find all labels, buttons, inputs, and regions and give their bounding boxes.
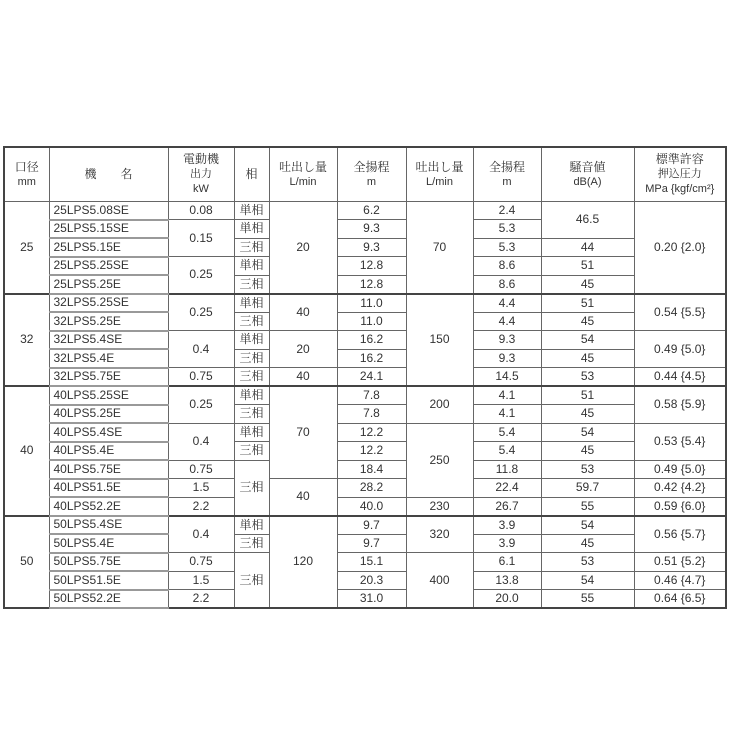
header-line: 騒音値 (569, 159, 606, 174)
cell-total-head-1: 28.2 (337, 479, 406, 498)
table-row (4, 238, 726, 257)
table-row (4, 294, 726, 313)
cell-model-name: 25LPS5.25E (49, 275, 168, 294)
cell-phase: 単相 (234, 386, 269, 405)
cell-total-head-2: 5.3 (473, 220, 541, 239)
cell-max-suction-pressure: 0.59 {6.0} (634, 497, 726, 516)
cell-phase: 三相 (234, 460, 269, 516)
cell-noise-level: 45 (541, 534, 634, 553)
cell-total-head-2: 20.0 (473, 590, 541, 609)
cell-total-head-1: 16.2 (337, 349, 406, 368)
cell-noise-level: 59.7 (541, 479, 634, 498)
cell-motor-output: 0.75 (168, 460, 234, 479)
cell-discharge-rate-1: 120 (269, 516, 337, 609)
header-phase (234, 147, 269, 202)
cell-caliber: 40 (4, 386, 49, 516)
header-line: 全揚程 (488, 159, 525, 174)
header-line: 口径 (14, 159, 39, 174)
cell-motor-output: 0.4 (168, 331, 234, 368)
header-max-suction-pressure (634, 147, 726, 202)
cell-total-head-1: 9.7 (337, 516, 406, 535)
cell-max-suction-pressure: 0.49 {5.0} (634, 331, 726, 368)
cell-motor-output: 0.25 (168, 386, 234, 423)
cell-total-head-1: 18.4 (337, 460, 406, 479)
cell-total-head-1: 9.7 (337, 534, 406, 553)
cell-motor-output: 0.75 (168, 368, 234, 387)
table-row (4, 590, 726, 609)
cell-phase: 単相 (234, 516, 269, 535)
header-line: 電動機 (182, 152, 219, 166)
cell-motor-output: 0.4 (168, 423, 234, 460)
cell-model-name: 50LPS51.5E (49, 571, 168, 590)
cell-caliber: 32 (4, 294, 49, 387)
cell-noise-level: 51 (541, 294, 634, 313)
cell-total-head-2: 2.4 (473, 202, 541, 220)
cell-total-head-1: 20.3 (337, 571, 406, 590)
cell-total-head-1: 9.3 (337, 238, 406, 257)
header-total-head-1 (337, 147, 406, 202)
cell-model-name: 32LPS5.4SE (49, 331, 168, 350)
cell-noise-level: 45 (541, 275, 634, 294)
cell-total-head-1: 7.8 (337, 386, 406, 405)
cell-model-name: 32LPS5.25SE (49, 294, 168, 313)
cell-total-head-1: 12.8 (337, 275, 406, 294)
cell-total-head-2: 8.6 (473, 257, 541, 276)
cell-total-head-2: 4.4 (473, 312, 541, 331)
cell-total-head-1: 12.2 (337, 423, 406, 442)
cell-noise-level: 51 (541, 257, 634, 276)
cell-total-head-1: 11.0 (337, 312, 406, 331)
cell-total-head-2: 5.3 (473, 238, 541, 257)
cell-max-suction-pressure: 0.64 {6.5} (634, 590, 726, 609)
cell-motor-output: 2.2 (168, 590, 234, 609)
cell-motor-output: 1.5 (168, 571, 234, 590)
cell-max-suction-pressure: 0.51 {5.2} (634, 553, 726, 572)
cell-motor-output: 0.25 (168, 257, 234, 294)
cell-phase: 単相 (234, 294, 269, 313)
cell-max-suction-pressure: 0.56 {5.7} (634, 516, 726, 553)
cell-motor-output: 2.2 (168, 497, 234, 516)
cell-discharge-rate-1: 20 (269, 202, 337, 294)
cell-total-head-2: 9.3 (473, 331, 541, 350)
cell-motor-output: 0.4 (168, 516, 234, 553)
cell-total-head-2: 4.1 (473, 386, 541, 405)
cell-discharge-rate-2: 230 (406, 497, 473, 516)
header-line: m (366, 175, 377, 188)
cell-model-name: 25LPS5.25SE (49, 257, 168, 276)
header-line: L/min (426, 175, 453, 188)
cell-noise-level: 44 (541, 238, 634, 257)
cell-total-head-1: 12.2 (337, 442, 406, 461)
cell-model-name: 32LPS5.25E (49, 312, 168, 331)
cell-phase: 単相 (234, 202, 269, 220)
cell-max-suction-pressure: 0.46 {4.7} (634, 571, 726, 590)
cell-noise-level: 54 (541, 331, 634, 350)
header-total-head-2 (473, 147, 541, 202)
cell-noise-level: 45 (541, 349, 634, 368)
pump-spec-table (3, 146, 727, 609)
cell-model-name: 25LPS5.15E (49, 238, 168, 257)
cell-total-head-2: 4.4 (473, 294, 541, 313)
cell-total-head-1: 7.8 (337, 405, 406, 424)
table-row (4, 331, 726, 350)
table-row (4, 423, 726, 442)
cell-total-head-2: 8.6 (473, 275, 541, 294)
cell-model-name: 40LPS5.25E (49, 405, 168, 424)
header-line: MPa {kgf/cm²} (645, 183, 715, 195)
header-model-name (49, 147, 168, 202)
cell-total-head-1: 11.0 (337, 294, 406, 313)
header-line: L/min (289, 175, 317, 188)
header-line: 相 (245, 167, 258, 181)
cell-total-head-2: 22.4 (473, 479, 541, 498)
cell-noise-level: 55 (541, 590, 634, 609)
cell-noise-level: 45 (541, 405, 634, 424)
table-row (4, 368, 726, 387)
cell-discharge-rate-1: 20 (269, 331, 337, 368)
cell-total-head-1: 15.1 (337, 553, 406, 572)
cell-total-head-1: 9.3 (337, 220, 406, 239)
cell-discharge-rate-2: 400 (406, 553, 473, 609)
cell-caliber: 50 (4, 516, 49, 609)
header-line: kW (193, 183, 209, 195)
table-body (4, 202, 726, 609)
header-line: 押込圧力 (657, 168, 702, 180)
cell-discharge-rate-2: 320 (406, 516, 473, 553)
cell-phase: 三相 (234, 442, 269, 461)
cell-discharge-rate-2: 70 (406, 202, 473, 294)
cell-phase: 単相 (234, 423, 269, 442)
cell-model-name: 50LPS52.2E (49, 590, 168, 609)
table-row (4, 405, 726, 424)
cell-discharge-rate-2: 200 (406, 386, 473, 423)
cell-discharge-rate-1: 40 (269, 479, 337, 516)
cell-motor-output: 0.15 (168, 220, 234, 257)
cell-max-suction-pressure: 0.53 {5.4} (634, 423, 726, 460)
cell-noise-level: 45 (541, 442, 634, 461)
header-row (4, 147, 726, 202)
cell-phase: 三相 (234, 275, 269, 294)
cell-total-head-1: 31.0 (337, 590, 406, 609)
cell-model-name: 50LPS5.4SE (49, 516, 168, 535)
table-row (4, 275, 726, 294)
cell-max-suction-pressure: 0.44 {4.5} (634, 368, 726, 387)
table-row (4, 553, 726, 572)
cell-total-head-2: 3.9 (473, 534, 541, 553)
cell-total-head-1: 24.1 (337, 368, 406, 387)
cell-phase: 単相 (234, 331, 269, 350)
cell-phase: 三相 (234, 553, 269, 609)
cell-noise-level: 54 (541, 423, 634, 442)
cell-max-suction-pressure: 0.42 {4.2} (634, 479, 726, 498)
cell-max-suction-pressure: 0.20 {2.0} (634, 202, 726, 294)
cell-noise-level: 46.5 (541, 202, 634, 239)
cell-model-name: 40LPS51.5E (49, 479, 168, 498)
cell-max-suction-pressure: 0.54 {5.5} (634, 294, 726, 331)
cell-phase: 三相 (234, 312, 269, 331)
cell-phase: 三相 (234, 238, 269, 257)
cell-total-head-2: 14.5 (473, 368, 541, 387)
cell-total-head-2: 9.3 (473, 349, 541, 368)
cell-total-head-2: 5.4 (473, 442, 541, 461)
table-row (4, 460, 726, 479)
cell-max-suction-pressure: 0.49 {5.0} (634, 460, 726, 479)
cell-total-head-1: 12.8 (337, 257, 406, 276)
cell-phase: 単相 (234, 257, 269, 276)
table-row (4, 442, 726, 461)
table-row (4, 349, 726, 368)
cell-max-suction-pressure: 0.58 {5.9} (634, 386, 726, 423)
cell-noise-level: 45 (541, 312, 634, 331)
cell-noise-level: 53 (541, 368, 634, 387)
header-line: 出力 (190, 168, 212, 180)
header-line: 標準許容 (655, 152, 704, 166)
header-line: 吐出し量 (278, 159, 327, 174)
header-line: 吐出し量 (415, 159, 464, 174)
table-row (4, 386, 726, 405)
cell-model-name: 32LPS5.75E (49, 368, 168, 387)
cell-model-name: 32LPS5.4E (49, 349, 168, 368)
cell-noise-level: 53 (541, 460, 634, 479)
cell-motor-output: 0.25 (168, 294, 234, 331)
cell-phase: 三相 (234, 405, 269, 424)
cell-model-name: 40LPS52.2E (49, 497, 168, 516)
cell-noise-level: 53 (541, 553, 634, 572)
cell-phase: 単相 (234, 220, 269, 239)
cell-noise-level: 51 (541, 386, 634, 405)
table-row (4, 202, 726, 220)
cell-model-name: 50LPS5.75E (49, 553, 168, 572)
header-motor-output (168, 147, 234, 202)
cell-model-name: 50LPS5.4E (49, 534, 168, 553)
header-line: m (502, 175, 512, 188)
cell-total-head-2: 26.7 (473, 497, 541, 516)
cell-discharge-rate-1: 70 (269, 386, 337, 479)
header-caliber (4, 147, 49, 202)
table-row (4, 516, 726, 535)
table-row (4, 479, 726, 498)
cell-model-name: 25LPS5.08SE (49, 202, 168, 220)
table-row (4, 257, 726, 276)
cell-motor-output: 0.08 (168, 202, 234, 220)
cell-discharge-rate-2: 250 (406, 423, 473, 497)
cell-discharge-rate-1: 40 (269, 294, 337, 331)
cell-model-name: 40LPS5.4E (49, 442, 168, 461)
cell-total-head-2: 5.4 (473, 423, 541, 442)
header-line: 機 名 (84, 167, 133, 181)
cell-total-head-1: 40.0 (337, 497, 406, 516)
cell-model-name: 40LPS5.4SE (49, 423, 168, 442)
cell-noise-level: 54 (541, 571, 634, 590)
table-row (4, 571, 726, 590)
cell-phase: 三相 (234, 349, 269, 368)
cell-total-head-2: 11.8 (473, 460, 541, 479)
cell-discharge-rate-1: 40 (269, 368, 337, 387)
cell-total-head-2: 13.8 (473, 571, 541, 590)
cell-total-head-2: 4.1 (473, 405, 541, 424)
cell-phase: 三相 (234, 368, 269, 387)
header-line: dB(A) (573, 175, 602, 188)
header-discharge-rate-1 (269, 147, 337, 202)
cell-total-head-1: 16.2 (337, 331, 406, 350)
cell-model-name: 40LPS5.25SE (49, 386, 168, 405)
table-row (4, 534, 726, 553)
cell-caliber: 25 (4, 202, 49, 294)
header-noise-level (541, 147, 634, 202)
cell-noise-level: 55 (541, 497, 634, 516)
table-row (4, 312, 726, 331)
header-line: 全揚程 (353, 159, 390, 174)
cell-motor-output: 1.5 (168, 479, 234, 498)
header-line: mm (17, 175, 36, 188)
table-row (4, 497, 726, 516)
cell-motor-output: 0.75 (168, 553, 234, 572)
cell-phase: 三相 (234, 534, 269, 553)
cell-discharge-rate-2: 150 (406, 294, 473, 387)
cell-total-head-2: 6.1 (473, 553, 541, 572)
cell-total-head-1: 6.2 (337, 202, 406, 220)
cell-total-head-2: 3.9 (473, 516, 541, 535)
cell-noise-level: 54 (541, 516, 634, 535)
header-discharge-rate-2 (406, 147, 473, 202)
cell-model-name: 25LPS5.15SE (49, 220, 168, 239)
cell-model-name: 40LPS5.75E (49, 460, 168, 479)
